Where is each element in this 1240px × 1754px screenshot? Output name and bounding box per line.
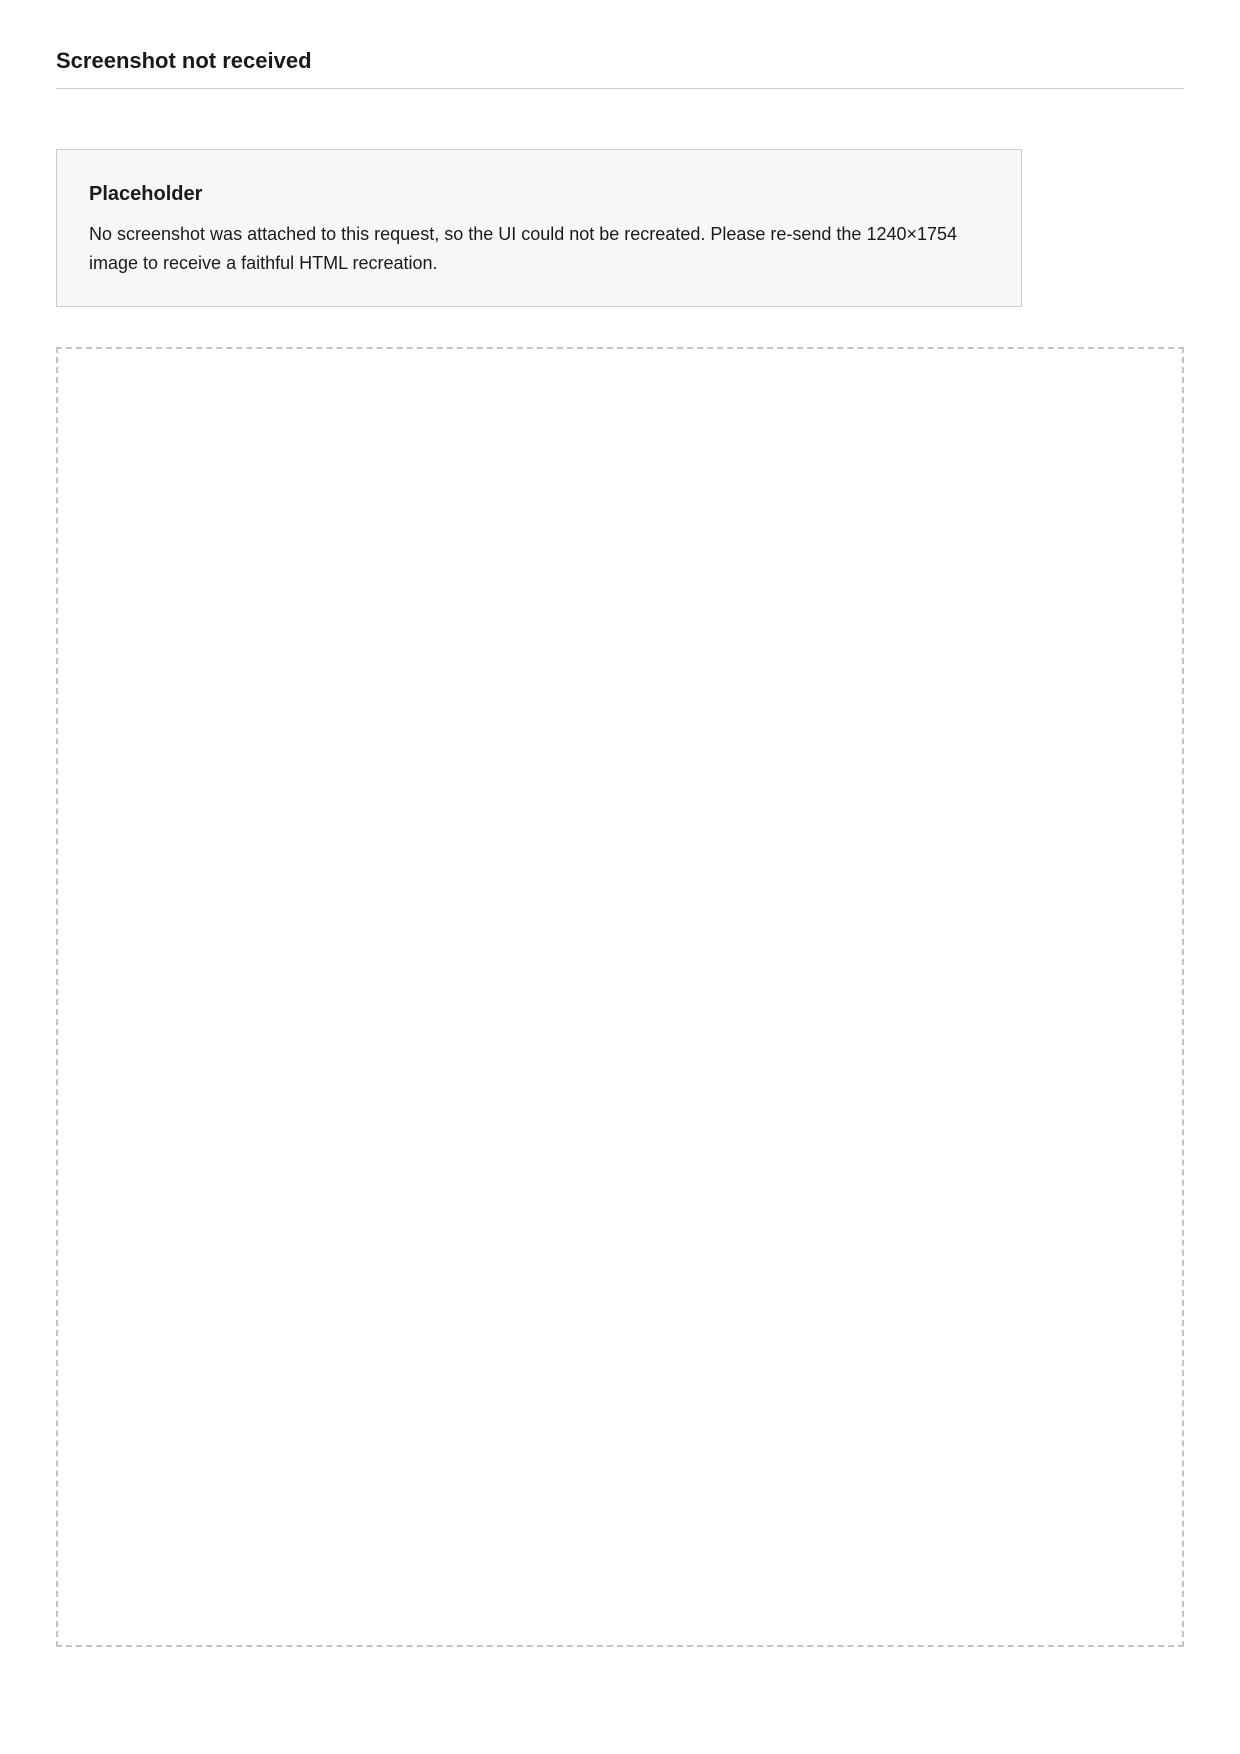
notice-panel [56, 149, 1022, 307]
page-title: Screenshot not received [56, 48, 312, 73]
header [56, 48, 1184, 89]
notice-heading: Placeholder [89, 183, 203, 205]
content-placeholder [56, 347, 1184, 1647]
notice-body: No screenshot was attached to this request, so the UI could not be recreated. Please re-send the 1240×1754 image to receive a faithful HTML recreation. [89, 224, 958, 273]
